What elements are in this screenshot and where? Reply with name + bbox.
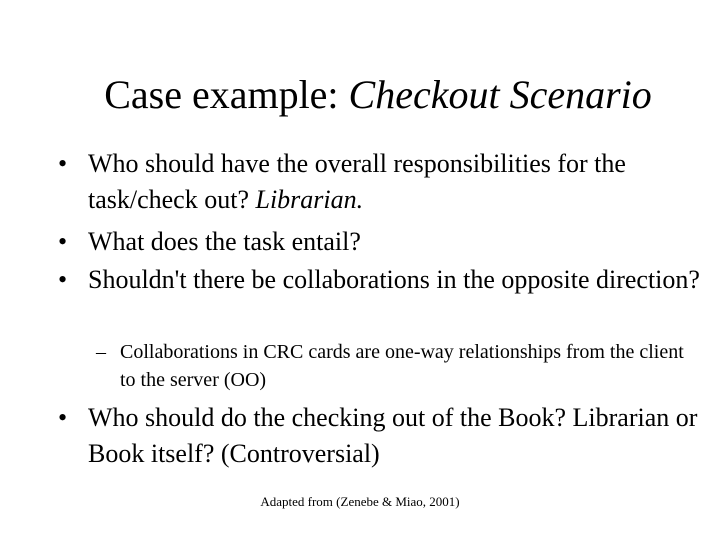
bullet-marker: • (58, 149, 68, 178)
bullet-marker: • (58, 265, 68, 294)
sub-bullet-marker: – (96, 341, 106, 363)
bullet-text: Who should do the checking out of the Book? Librarian or Book itself? (Controversial) (88, 403, 698, 468)
source-credit: Adapted from (Zenebe & Miao, 2001) (260, 494, 460, 509)
bullet-marker: • (58, 227, 68, 256)
slide-title (0, 68, 720, 122)
bullet-text (88, 146, 708, 218)
sub-bullet-text: Collaborations in CRC cards are one-way relationships from the client to the server (OO) (120, 341, 684, 391)
title-italic-text: Checkout Scenario (348, 72, 652, 117)
bullet-text-italic: Librarian. (255, 185, 364, 214)
bullet-text: What does the task entail? (88, 227, 361, 256)
bullet-marker: • (58, 403, 68, 432)
bullet-text-regular: Who should have the overall responsibilities for the task/check out? (88, 149, 626, 214)
bullet-text: Shouldn't there be collaborations in the opposite direction? (88, 265, 700, 294)
title-regular-text: Case example: (104, 72, 349, 117)
